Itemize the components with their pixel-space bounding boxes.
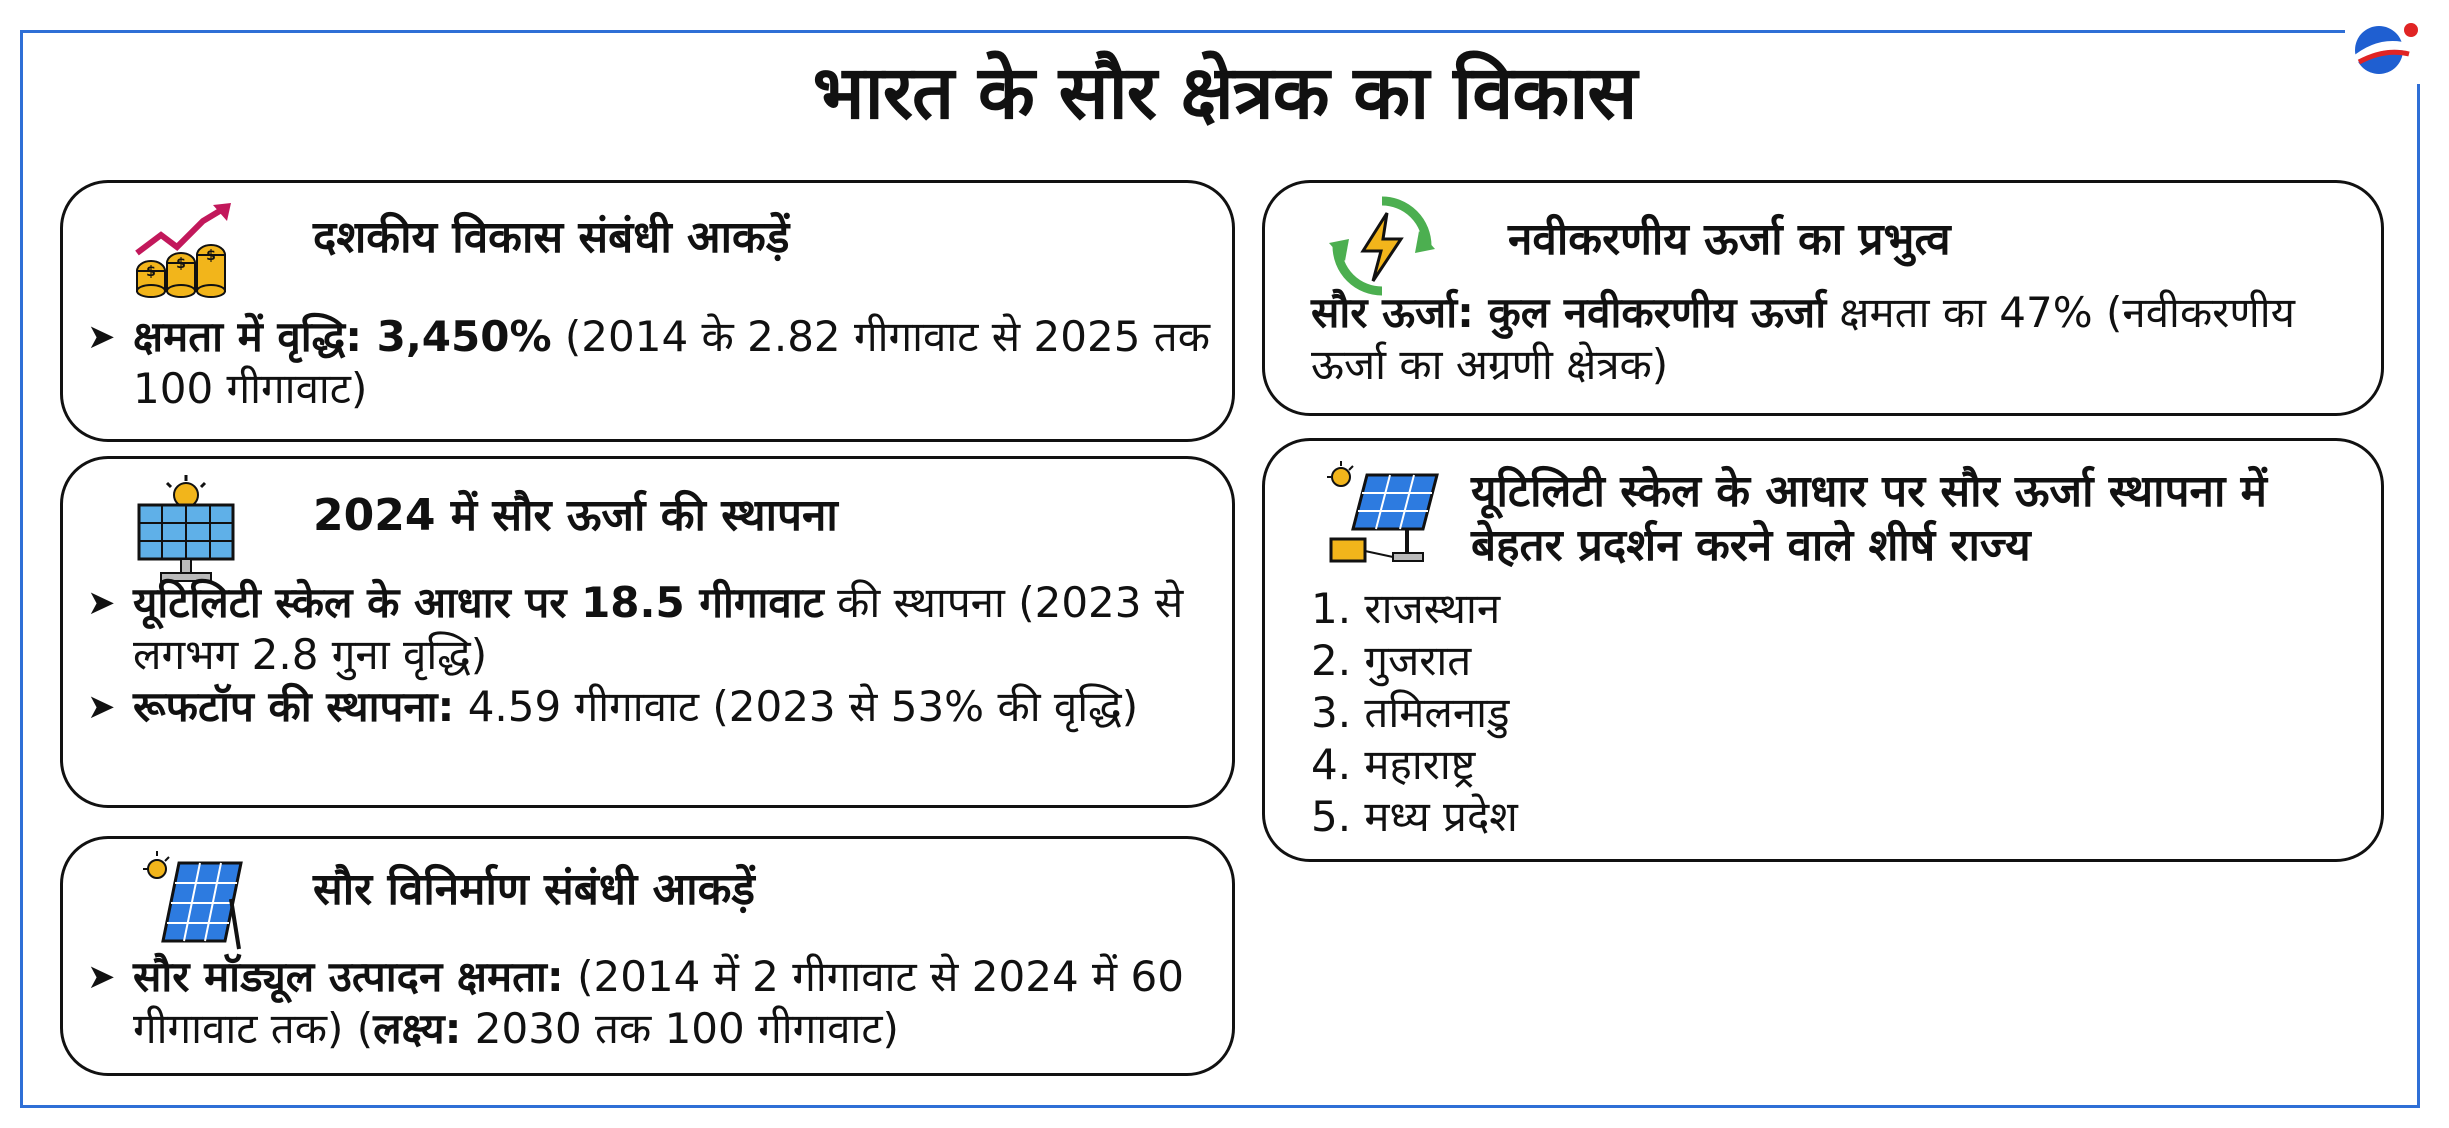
arrow-bullet-icon: ➤ [87,957,116,997]
bullet-bold-text: सौर मॉड्यूल उत्पादन क्षमता: [133,952,564,1001]
card-body [75,951,1215,1055]
bullet-bold-text: रूफटॉप की स्थापना: [133,682,455,731]
arrow-bullet-icon: ➤ [87,687,116,727]
solar-panel-battery-icon [1327,461,1447,575]
bullet-item [75,311,1215,415]
installation-2024-card [60,456,1235,808]
card-heading: दशकीय विकास संबंधी आकड़ें [313,212,790,263]
bullet-item [75,577,1215,681]
bullet-item [75,681,1215,733]
top-states-card [1262,438,2384,862]
card-body [75,577,1215,733]
arrow-bullet-icon: ➤ [87,583,116,623]
solar-panel-sun-icon [131,475,241,589]
card-heading: 2024 में सौर ऊर्जा की स्थापना [313,490,838,541]
manufacturing-card [60,836,1235,1076]
list-item: 4. महाराष्ट्र [1311,740,1476,789]
bullet-text: 4.59 गीगावाट (2023 से 53% की वृद्धि) [454,682,1139,731]
card-heading: सौर विनिर्माण संबंधी आकड़ें [313,864,755,915]
card-body [75,311,1215,415]
card-heading: नवीकरणीय ऊर्जा का प्रभुत्व [1508,214,1951,265]
renewable-dominance-card [1262,180,2384,416]
line-bold-text: सौर ऊर्जा: कुल नवीकरणीय ऊर्जा [1311,288,1827,337]
solar-panel-stand-icon [141,849,251,963]
line-text: क्षमता का 47% (नवीकरणीय ऊर्जा का अग्रणी क्षेत्रक) [1311,288,2295,389]
list-item: 3. तमिलनाडु [1311,688,1510,737]
svg-text:$: $ [206,248,216,264]
card-body [1311,287,2361,391]
list-item: 1. राजस्थान [1311,584,1501,633]
bullet-bold-text: लक्ष्य: [373,1004,462,1053]
decadal-growth-card [60,180,1235,442]
growth-coins-icon [131,201,241,305]
page-title: भारत के सौर क्षेत्रक का विकास [812,50,1637,136]
bullet-text: की स्थापना (2023 से लगभग 2.8 गुना वृद्धि) [133,578,1184,679]
list-item: 2. गुजरात [1311,636,1472,685]
bullet-bold-text: क्षमता में वृद्धि: 3,450% [133,312,552,361]
bullet-text: (2014 के 2.82 गीगावाट से 2025 तक 100 गीगावाट) [133,312,1210,413]
svg-text:$: $ [146,264,156,280]
bullet-bold-text: यूटिलिटी स्केल के आधार पर 18.5 गीगावाट [133,578,824,627]
bullet-text: 2030 तक 100 गीगावाट) [461,1004,899,1053]
arrow-bullet-icon: ➤ [87,317,116,357]
list-item: 5. मध्य प्रदेश [1311,792,1518,841]
bullet-text: (2014 में 2 गीगावाट से 2024 में 60 गीगावाट तक) ( [133,952,1184,1053]
svg-text:$: $ [176,256,186,272]
bullet-item [75,951,1215,1055]
state-list [1311,583,2311,843]
card-heading: यूटिलिटी स्केल के आधार पर सौर ऊर्जा स्थापना में बेहतर प्रदर्शन करने वाले शीर्ष राज्य [1471,466,2267,571]
